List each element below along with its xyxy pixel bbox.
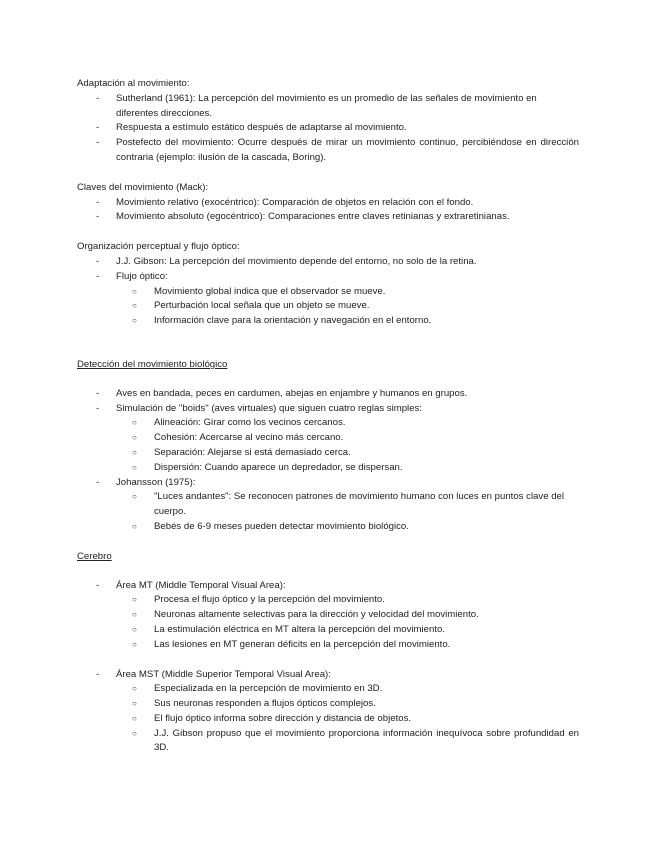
sublist-item-text: Sus neuronas responden a flujos ópticos complejos. [154, 698, 376, 710]
dash-marker: - [96, 579, 100, 591]
list-item-text: Respuesta a estímulo estático después de adaptarse al movimiento. [116, 122, 407, 134]
circle-bullet-icon: ○ [132, 595, 137, 605]
sublist-item-text: Bebés de 6-9 meses pueden detectar movimiento biológico. [154, 520, 409, 532]
dash-marker: - [96, 122, 100, 134]
circle-bullet-icon: ○ [132, 521, 137, 531]
dash-marker: - [96, 387, 100, 399]
circle-bullet-icon: ○ [132, 286, 137, 296]
circle-bullet-icon: ○ [132, 447, 137, 457]
list-item-text: Postefecto del movimiento: Ocurre después de mirar un movimiento continuo, percibiéndose en dirección contraria (ejemplo: ilusión de la cascada, Boring). [116, 137, 579, 163]
circle-bullet-icon: ○ [132, 684, 137, 694]
list-item [77, 196, 579, 211]
sublist-item [116, 697, 579, 712]
sublist-item [116, 638, 579, 653]
section-heading-cerebro: Cerebro [77, 550, 112, 562]
list-item [77, 402, 579, 476]
list-item [77, 579, 579, 653]
dash-marker: - [96, 211, 100, 223]
sublist-item [116, 431, 579, 446]
sublist-item [116, 682, 579, 697]
section-heading-biologico: Detección del movimiento biológico [77, 358, 228, 370]
list-item [77, 255, 579, 270]
list-item [77, 92, 579, 122]
list-item [77, 387, 579, 402]
johansson-sublist [116, 490, 579, 534]
sublist-item [116, 299, 579, 314]
sublist-item-text: "Luces andantes": Se reconocen patrones de movimiento humano con luces en puntos clave del cuerpo. [154, 491, 565, 518]
sublist-item [116, 416, 579, 431]
sublist-item-text: La estimulación eléctrica en MT altera la percepción del movimiento. [154, 623, 445, 635]
circle-bullet-icon: ○ [132, 639, 137, 649]
circle-bullet-icon: ○ [132, 624, 137, 634]
list-item-text: Flujo óptico: [116, 270, 168, 282]
list-item-text: Sutherland (1961): La percepción del movimiento es un promedio de las señales de movimiento en diferentes direcciones. [116, 92, 537, 119]
circle-bullet-icon: ○ [132, 301, 137, 311]
section-title-adaptacion: Adaptación al movimiento: [77, 78, 190, 89]
sublist-item [116, 461, 579, 476]
list-item [77, 476, 579, 535]
flujo-optico-sublist [116, 285, 579, 329]
sublist-item [116, 712, 579, 727]
circle-bullet-icon: ○ [132, 462, 137, 472]
claves-list [77, 196, 579, 226]
cerebro-mst-list [77, 668, 579, 757]
boids-sublist [116, 416, 579, 475]
list-item [77, 210, 579, 225]
sublist-item [116, 520, 579, 535]
section-title-organizacion: Organización perceptual y flujo óptico: [77, 241, 240, 253]
circle-bullet-icon: ○ [132, 610, 137, 620]
sublist-item [116, 727, 579, 757]
sublist-item [116, 608, 579, 623]
circle-bullet-icon: ○ [132, 492, 137, 502]
list-item-text: Movimiento absoluto (egocéntrico): Comparaciones entre claves retinianas y extraretinianas. [116, 211, 510, 223]
list-item [77, 121, 579, 136]
circle-bullet-icon: ○ [132, 699, 137, 709]
biologico-list [77, 387, 579, 535]
circle-bullet-icon: ○ [132, 433, 137, 443]
dash-marker: - [96, 255, 100, 267]
sublist-item-text: El flujo óptico informa sobre dirección y distancia de objetos. [154, 712, 412, 724]
sublist-item [116, 593, 579, 608]
sublist-item-text: J.J. Gibson propuso que el movimiento proporciona información inequívoca sobre profundidad en 3D. [154, 727, 579, 754]
list-item [77, 270, 579, 329]
dash-marker: - [96, 137, 100, 149]
circle-bullet-icon: ○ [132, 728, 137, 738]
section-title-claves: Claves del movimiento (Mack): [77, 181, 209, 193]
list-item-text: J.J. Gibson: La percepción del movimiento depende del entorno, no solo de la retina. [116, 255, 477, 267]
list-item-text: Simulación de "boids" (aves virtuales) que siguen cuatro reglas simples: [116, 402, 422, 414]
sublist-item-text: Las lesiones en MT generan déficits en la percepción del movimiento. [154, 638, 451, 650]
organizacion-list [77, 255, 579, 329]
dash-marker: - [96, 402, 100, 414]
sublist-item-text: Información clave para la orientación y navegación en el entorno. [154, 315, 432, 327]
list-item [77, 668, 579, 757]
sublist-item-text: Neuronas altamente selectivas para la dirección y velocidad del movimiento. [154, 609, 479, 621]
sublist-item-text: Perturbación local señala que un objeto se mueve. [154, 300, 370, 312]
sublist-item [116, 285, 579, 300]
dash-marker: - [96, 92, 100, 104]
sublist-item [116, 623, 579, 638]
list-item-text: Área MT (Middle Temporal Visual Area): [116, 579, 286, 591]
sublist-item-text: Procesa el flujo óptico y la percepción del movimiento. [154, 594, 385, 606]
mst-sublist [116, 682, 579, 756]
sublist-item-text: Dispersión: Cuando aparece un depredador, se dispersan. [154, 461, 403, 473]
dash-marker: - [96, 476, 100, 488]
sublist-item [116, 490, 579, 520]
document-page [77, 77, 579, 756]
sublist-item-text: Separación: Alejarse si está demasiado cerca. [154, 446, 351, 458]
dash-marker: - [96, 196, 100, 208]
sublist-item-text: Especializada en la percepción de movimiento en 3D. [154, 683, 383, 695]
list-item-text: Johansson (1975): [116, 476, 196, 488]
sublist-item-text: Cohesión: Acercarse al vecino más cercano. [154, 432, 344, 444]
list-item-text: Movimiento relativo (exocéntrico): Comparación de objetos en relación con el fondo. [116, 196, 474, 208]
adaptacion-list [77, 92, 579, 166]
mt-sublist [116, 593, 579, 652]
list-item-text: Aves en bandada, peces en cardumen, abejas en enjambre y humanos en grupos. [116, 387, 468, 399]
circle-bullet-icon: ○ [132, 316, 137, 326]
dash-marker: - [96, 668, 100, 680]
sublist-item-text: Movimiento global indica que el observador se mueve. [154, 285, 386, 297]
circle-bullet-icon: ○ [132, 713, 137, 723]
sublist-item [116, 446, 579, 461]
list-item [77, 136, 579, 166]
dash-marker: - [96, 270, 100, 282]
list-item-text: Área MST (Middle Superior Temporal Visual Area): [116, 668, 331, 680]
sublist-item [116, 314, 579, 329]
circle-bullet-icon: ○ [132, 418, 137, 428]
sublist-item-text: Alineación: Girar como los vecinos cercanos. [154, 417, 346, 429]
cerebro-list [77, 579, 579, 653]
